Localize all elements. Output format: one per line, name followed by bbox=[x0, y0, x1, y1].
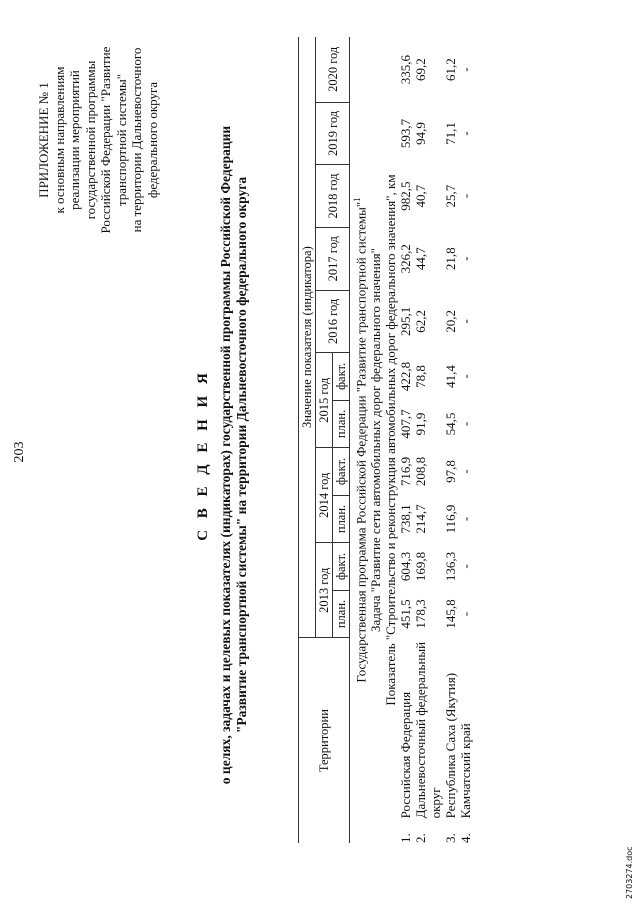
value-group-header: Значение показателя (индикатора) bbox=[299, 37, 316, 638]
year-header: 2013 год bbox=[316, 543, 333, 638]
indicator-value: 71,1 bbox=[443, 122, 459, 145]
appendix-title: ПРИЛОЖЕНИЕ № 1 bbox=[36, 82, 51, 198]
territory-name: Российская Федерация bbox=[398, 691, 414, 819]
indicator-value: - bbox=[458, 319, 474, 324]
indicator-value: - bbox=[458, 374, 474, 379]
table-row bbox=[413, 37, 443, 843]
indicator-value: 178,3 bbox=[413, 599, 429, 629]
indicator-value: 335,6 bbox=[398, 54, 414, 85]
indicator-value: 78,8 bbox=[413, 365, 429, 388]
row-number: 2. bbox=[413, 833, 429, 843]
heading-line-1: о целях, задачах и целевых показателях (индикаторах) государственной программы Российской Федерации bbox=[218, 125, 233, 785]
appendix-line: государственной программы bbox=[82, 60, 98, 220]
indicator-value: 407,7 bbox=[398, 409, 414, 439]
indicator-value: 44,7 bbox=[413, 247, 429, 271]
row-number: 3. bbox=[443, 833, 459, 843]
appendix-line: к основным направлениям bbox=[51, 66, 67, 214]
indicator-value: 91,9 bbox=[413, 412, 429, 436]
indicator-value: 136,3 bbox=[443, 551, 459, 582]
section-indicator: Показатель "Строительство и реконструкция автомобильных дорог федерального значения", км bbox=[383, 174, 399, 706]
indicator-value: - bbox=[458, 469, 474, 474]
indicator-value: - bbox=[458, 67, 474, 72]
row-number: 4. bbox=[458, 833, 474, 843]
indicator-value: 145,8 bbox=[443, 599, 459, 629]
indicator-value: 169,8 bbox=[413, 551, 429, 582]
indicator-value: 982,5 bbox=[398, 181, 414, 211]
year-header: 2019 год bbox=[316, 102, 350, 165]
document-heading bbox=[195, 95, 250, 815]
indicator-value: 593,7 bbox=[398, 118, 414, 149]
table-row bbox=[443, 37, 458, 843]
indicator-value: 41,4 bbox=[443, 365, 459, 388]
indicator-value: 738,1 bbox=[398, 504, 414, 534]
heading-line-2: "Развитие транспортной системы" на территории Дальневосточного федерального округа bbox=[234, 176, 249, 734]
indicators-table bbox=[298, 37, 473, 843]
indicator-value: - bbox=[458, 193, 474, 199]
row-number: 1. bbox=[398, 833, 414, 843]
appendix-block bbox=[36, 15, 160, 265]
indicator-value: 94,9 bbox=[413, 122, 429, 145]
page-number: 203 bbox=[12, 441, 27, 463]
indicator-value: - bbox=[458, 421, 474, 427]
indicator-value: 20,2 bbox=[443, 309, 459, 333]
indicator-value: 62,2 bbox=[413, 309, 429, 333]
appendix-line: реализации мероприятий bbox=[67, 70, 82, 210]
territory-name: Республика Саха (Якутия) bbox=[443, 672, 459, 819]
indicator-value: - bbox=[458, 564, 474, 569]
indicator-value: 61,2 bbox=[443, 58, 459, 81]
indicator-value: 604,3 bbox=[398, 551, 414, 582]
table-row bbox=[458, 37, 473, 843]
indicator-value: 21,8 bbox=[443, 247, 459, 271]
indicator-value: 451,5 bbox=[398, 599, 414, 629]
year-header: 2016 год bbox=[316, 290, 350, 353]
section-program-text: Государственная программа Российской Федерации "Развитие транспортной системы" bbox=[353, 201, 369, 683]
table-row bbox=[398, 37, 413, 843]
year-header: 2018 год bbox=[316, 165, 350, 228]
appendix-line: на территории Дальневосточного bbox=[129, 47, 144, 233]
indicator-value: 40,7 bbox=[413, 184, 429, 208]
indicator-value: 214,7 bbox=[413, 504, 429, 534]
indicator-value: 208,8 bbox=[413, 456, 429, 487]
indicator-value: 326,2 bbox=[398, 244, 414, 274]
plan-header: план. bbox=[333, 400, 350, 448]
appendix-line: федерального округа bbox=[144, 81, 160, 199]
year-header: 2020 год bbox=[316, 37, 350, 102]
plan-header: план. bbox=[333, 590, 350, 638]
plan-header: план. bbox=[333, 495, 350, 543]
appendix-line: транспортной системы" bbox=[113, 73, 129, 207]
fact-header: факт. bbox=[333, 543, 350, 591]
section-program bbox=[350, 37, 369, 843]
appendix-line: Российской Федерации "Развитие bbox=[98, 46, 113, 234]
year-header: 2014 год bbox=[316, 448, 333, 543]
footnote-marker: 1 bbox=[352, 197, 362, 202]
indicator-value: 422,8 bbox=[398, 361, 414, 392]
indicator-value: 69,2 bbox=[413, 58, 429, 81]
heading-word: С В Е Д Е Н И Я bbox=[195, 369, 211, 541]
indicator-value: - bbox=[458, 516, 474, 522]
year-header: 2017 год bbox=[316, 227, 350, 290]
indicator-value: - bbox=[458, 131, 474, 136]
territory-header: Территории bbox=[299, 638, 350, 843]
fact-header: факт. bbox=[333, 353, 350, 401]
fact-header: факт. bbox=[333, 448, 350, 496]
indicator-value: - bbox=[458, 256, 474, 261]
territory-name: Дальневосточный федеральный округ bbox=[413, 641, 444, 819]
indicator-value: 54,5 bbox=[443, 412, 459, 436]
territory-name: Камчатский край bbox=[458, 723, 474, 819]
indicator-value: 295,1 bbox=[398, 306, 414, 336]
indicator-value: - bbox=[458, 611, 474, 617]
section-task: Задача "Развитие сети автомобильных дорог федерального значения" bbox=[368, 248, 384, 632]
indicator-value: 97,8 bbox=[443, 460, 459, 483]
year-header: 2015 год bbox=[316, 353, 333, 448]
indicator-value: 25,7 bbox=[443, 184, 459, 208]
indicator-value: 116,9 bbox=[443, 504, 459, 534]
indicator-value: 716,9 bbox=[398, 456, 414, 487]
footer-file-code: 2703274.doc bbox=[625, 846, 634, 899]
